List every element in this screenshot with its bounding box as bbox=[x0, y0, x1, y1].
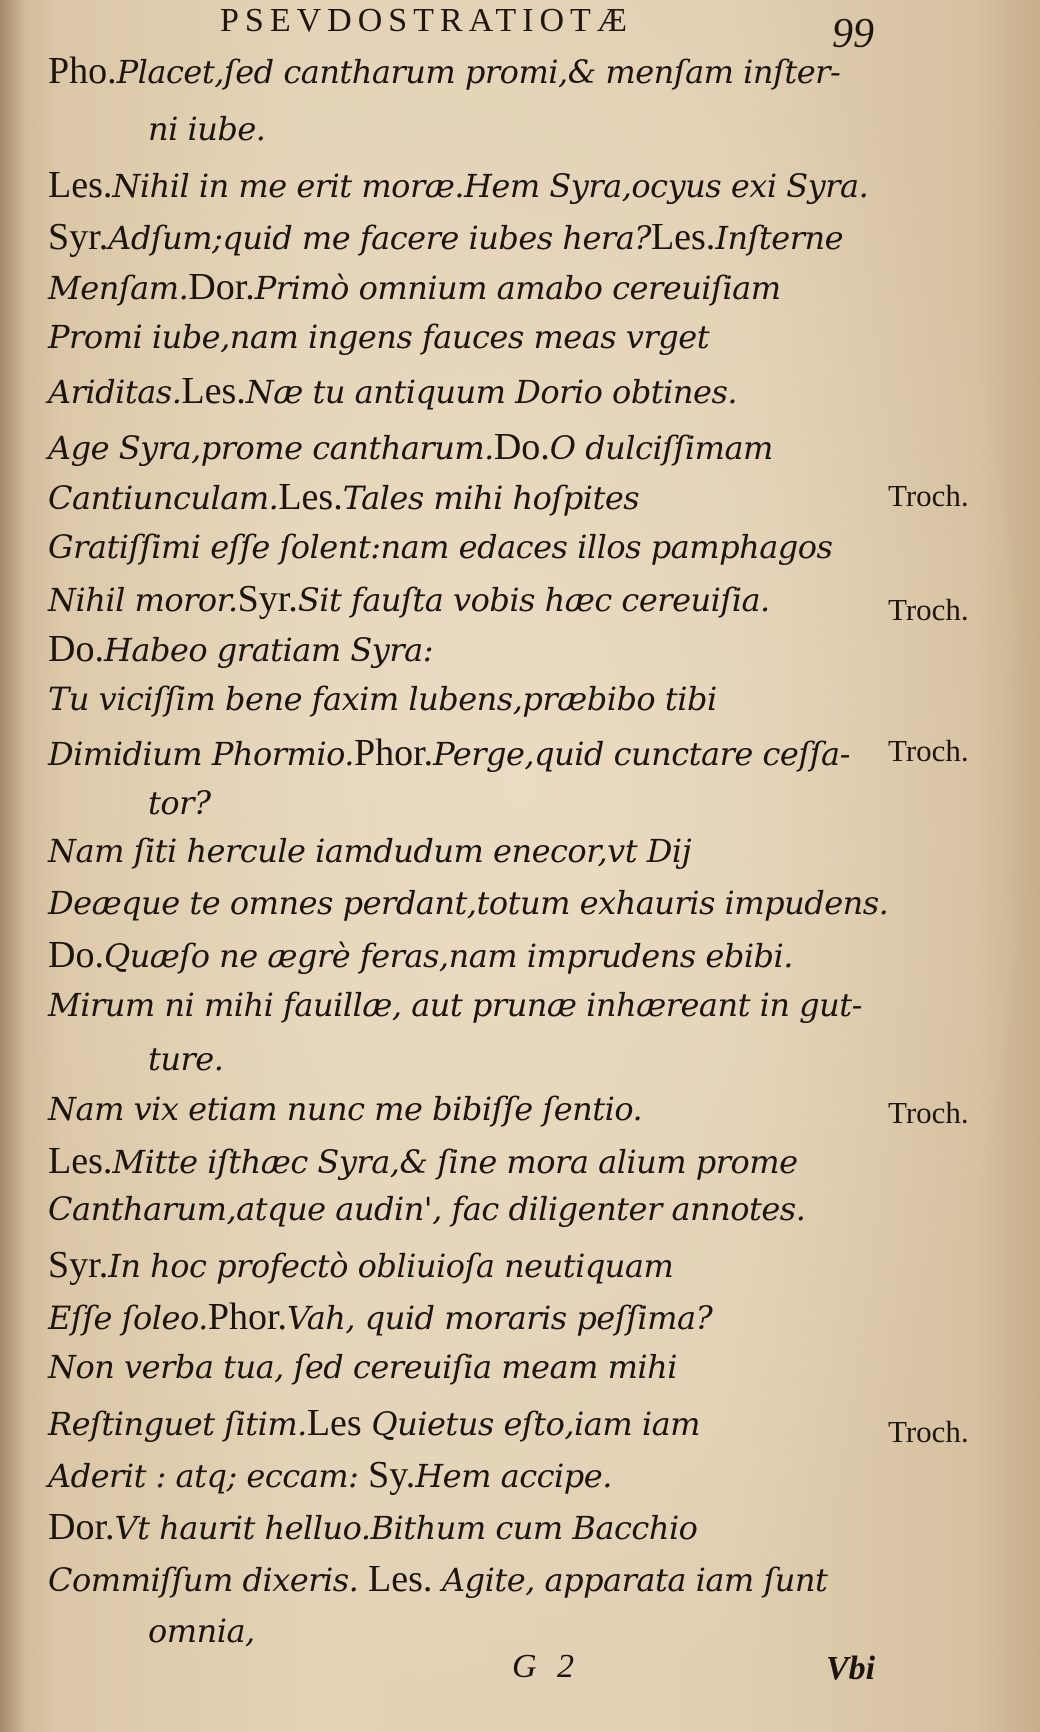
verse-text: Inſterne bbox=[715, 219, 844, 257]
speaker-name: Do. bbox=[493, 426, 550, 468]
text-line bbox=[48, 1350, 677, 1385]
verse-text: Vt haurit helluo.Bithum cum Bacchio bbox=[114, 1509, 698, 1547]
text-line bbox=[48, 834, 691, 869]
text-line bbox=[48, 1456, 612, 1494]
verse-text: Quietus eſto,iam iam bbox=[361, 1405, 701, 1443]
text-line bbox=[148, 1614, 255, 1649]
text-line bbox=[48, 428, 773, 466]
verse-text: Promi iube,nam ingens fauces meas vrget bbox=[48, 318, 710, 356]
text-line bbox=[48, 478, 639, 516]
verse-text: Mirum ni mihi fauillæ, aut prunæ inhæreant in gut- bbox=[48, 986, 862, 1024]
margin-note-troch: Troch. bbox=[888, 733, 969, 768]
text-line bbox=[148, 112, 265, 147]
running-head: PSEVDOSTRATIOTÆ bbox=[220, 2, 634, 39]
verse-text: Age Syra,prome cantharum. bbox=[48, 429, 494, 467]
verse-text: Tu viciſſim bene faxim lubens,præbibo tibi bbox=[48, 680, 717, 718]
text-line bbox=[48, 682, 717, 717]
text-line bbox=[48, 1508, 697, 1546]
speaker-name: Pho. bbox=[48, 50, 117, 92]
speaker-name: Les. bbox=[650, 216, 716, 258]
verse-text: Non verba tua, ſed cereuiſia meam mihi bbox=[48, 1348, 677, 1386]
text-line bbox=[48, 1192, 805, 1227]
text-line bbox=[48, 1246, 673, 1284]
speaker-name: Phor. bbox=[353, 732, 434, 774]
speaker-name: Dor. bbox=[48, 1506, 115, 1548]
text-line bbox=[48, 52, 840, 90]
verse-text: Quæſo ne ægrè feras,nam imprudens ebibi. bbox=[103, 937, 793, 975]
speaker-name: Syr. bbox=[48, 216, 109, 258]
text-line bbox=[48, 886, 888, 921]
verse-text: Dimidium Phormio. bbox=[48, 735, 354, 773]
verse-text: Primò omnium amabo cereuiſiam bbox=[254, 269, 781, 307]
text-line bbox=[48, 734, 850, 772]
verse-text: Habeo gratiam Syra: bbox=[103, 631, 433, 669]
signature-mark: G 2 bbox=[512, 1648, 581, 1685]
text-line bbox=[148, 1042, 223, 1077]
text-line bbox=[48, 530, 832, 565]
verse-text: Sit fauſta vobis hæc cereuiſia. bbox=[297, 581, 770, 619]
verse-text: In hoc profectò obliuioſa neutiquam bbox=[108, 1247, 674, 1285]
verse-text: Cantharum,atque audin', fac diligenter annotes. bbox=[48, 1190, 806, 1228]
speaker-name: Do. bbox=[48, 934, 104, 976]
verse-text: Deæque te omnes perdant,totum exhauris impudens. bbox=[48, 884, 889, 922]
verse-text: Nam vix etiam nunc me bibiſſe ſentio. bbox=[48, 1090, 643, 1128]
speaker-name: Les. bbox=[48, 164, 113, 206]
verse-text: tor? bbox=[148, 784, 211, 822]
text-line bbox=[48, 1404, 700, 1442]
speaker-name: Les. bbox=[181, 370, 246, 412]
page-number: 99 bbox=[832, 11, 874, 57]
verse-text: Mitte iſthæc Syra,& ſine mora alium prome bbox=[112, 1143, 798, 1181]
verse-text: O dulciſſimam bbox=[549, 429, 773, 467]
verse-text: Vah, quid moraris peſſima? bbox=[287, 1299, 713, 1337]
catchword: Vbi bbox=[826, 1650, 876, 1687]
verse-text: Nihil moror. bbox=[48, 581, 238, 619]
text-line bbox=[48, 372, 737, 410]
verse-text: Hem accipe. bbox=[415, 1457, 612, 1495]
text-line bbox=[48, 268, 781, 306]
verse-text: Placet,ſed cantharum promi,& menſam inſter- bbox=[116, 53, 841, 91]
speaker-name: Syr. bbox=[48, 1244, 109, 1286]
verse-text: Perge,quid cunctare ceſſa- bbox=[433, 735, 850, 773]
text-line bbox=[148, 786, 211, 821]
margin-note-troch: Troch. bbox=[888, 1095, 969, 1130]
text-line bbox=[48, 166, 868, 204]
verse-text: ni iube. bbox=[148, 110, 266, 148]
text-line bbox=[48, 630, 433, 668]
margin-note-troch: Troch. bbox=[888, 478, 969, 513]
text-line bbox=[48, 580, 770, 618]
text-line bbox=[48, 1560, 827, 1598]
verse-text: Agite, apparata iam ſunt bbox=[432, 1561, 828, 1599]
verse-text: Aderit : atq; eccam: bbox=[48, 1457, 369, 1495]
verse-text: Commiſſum dixeris. bbox=[48, 1561, 368, 1599]
verse-text: omnia, bbox=[148, 1612, 255, 1650]
verse-text: Adſum;quid me facere iubes hera? bbox=[108, 219, 651, 257]
text-line bbox=[48, 988, 862, 1023]
verse-text: Nihil in me erit moræ.Hem Syra,ocyus exi Syra. bbox=[112, 167, 869, 205]
margin-note-troch: Troch. bbox=[888, 1414, 969, 1449]
text-line bbox=[48, 1298, 712, 1336]
verse-text: Menſam. bbox=[48, 269, 189, 307]
speaker-name: Dor. bbox=[188, 266, 255, 308]
speaker-name: Syr. bbox=[237, 578, 298, 620]
text-line bbox=[48, 1142, 798, 1180]
verse-text: Nam ſiti hercule iamdudum enecor,vt Dij bbox=[48, 832, 692, 870]
verse-text: Gratiſſimi eſſe ſolent:nam edaces illos pamphagos bbox=[48, 528, 833, 566]
speaker-name: Do. bbox=[48, 628, 104, 670]
text-line bbox=[48, 320, 709, 355]
margin-note-troch: Troch. bbox=[888, 592, 969, 627]
verse-text: Ariditas. bbox=[48, 373, 182, 411]
speaker-name: Phor. bbox=[207, 1296, 288, 1338]
speaker-name: Les. bbox=[367, 1558, 433, 1600]
speaker-name: Les. bbox=[278, 476, 343, 518]
verse-text: Tales mihi hoſpites bbox=[342, 479, 640, 517]
text-line bbox=[48, 1092, 642, 1127]
verse-text: Cantiunculam. bbox=[48, 479, 279, 517]
verse-text: Eſſe ſoleo. bbox=[48, 1299, 208, 1337]
verse-text: Reſtinguet ſitim. bbox=[48, 1405, 307, 1443]
speaker-name: Les. bbox=[48, 1140, 113, 1182]
verse-text: Næ tu antiquum Dorio obtines. bbox=[245, 373, 738, 411]
gutter-shadow bbox=[0, 0, 26, 1732]
text-line bbox=[48, 936, 793, 974]
speaker-name: Sy. bbox=[368, 1454, 416, 1496]
verse-text: ture. bbox=[148, 1040, 224, 1078]
text-line bbox=[48, 218, 843, 256]
speaker-name: Les bbox=[306, 1402, 362, 1444]
